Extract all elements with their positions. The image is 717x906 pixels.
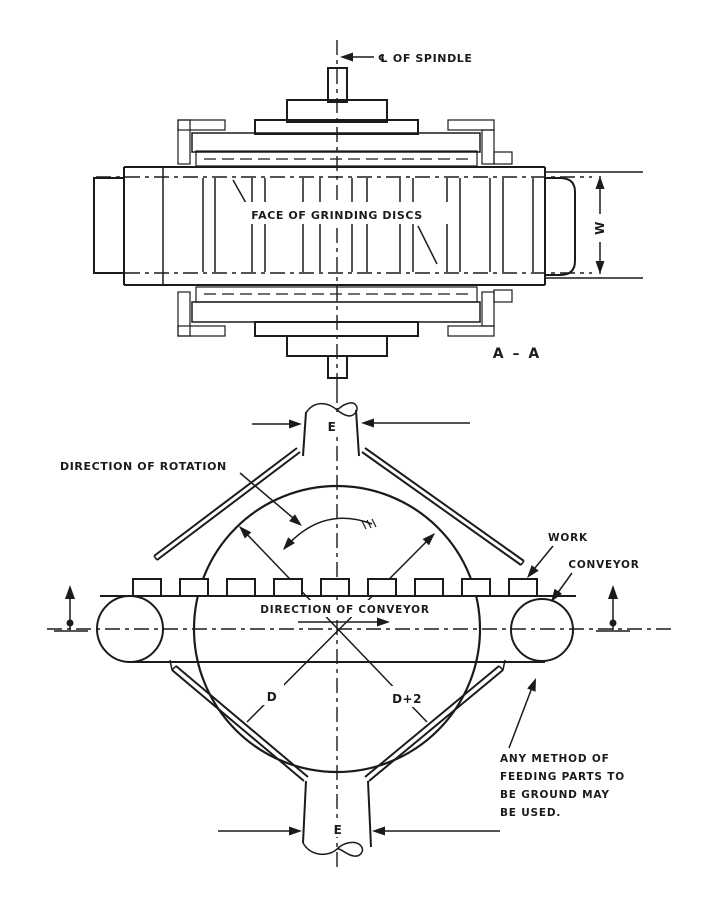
section-aa-label: A – A [492,346,542,362]
rotation-arc-tail-ticks [362,519,376,529]
feeding-note-line-4: BE USED. [500,807,562,819]
workpieces-on-belt [133,579,537,596]
workpiece [180,579,208,596]
conveyor-stub-right [545,178,575,275]
width-dimension [545,172,643,278]
disc-diameter-label: D [266,690,278,704]
workpiece [509,579,537,596]
gap-dimension-top [252,417,470,434]
rotation-label: DIRECTION OF ROTATION [60,460,227,473]
conveyor-roller-right [511,599,573,661]
feeding-note-line-2: FEEDING PARTS TO [500,771,625,783]
upper-disc-backing [192,133,480,152]
feeding-note-leader [509,685,533,748]
feeding-note [500,676,625,819]
face-leader-upper [233,180,246,203]
width-dimension-label: W [593,221,607,235]
gap-dimension-bottom [218,820,500,837]
section-cut-arrow-right [596,585,630,631]
workpiece-band [94,167,592,285]
conveyor-direction-label: DIRECTION OF CONVEYOR [260,604,430,616]
disc-diameter-plus-label: D+2 [392,692,422,706]
conveyor-stub-left [94,178,124,273]
plan-view [47,388,672,872]
upper-guard-right [362,448,524,565]
gap-dimension-bottom-label: E [333,823,343,837]
workpieces-in-band [203,178,533,272]
section-cut-arrow-left [54,585,88,631]
lower-disc-backing [192,302,480,322]
conveyor-label: CONVEYOR [568,559,640,571]
gap-dimension-top-label: E [327,420,337,434]
workpiece [462,579,490,596]
workpiece [274,579,302,596]
guard-bracket-upper-left [178,120,225,164]
workpiece [133,579,161,596]
feeding-note-line-3: BE GROUND MAY [500,789,610,801]
workpiece [227,579,255,596]
guard-bracket-lower-left [178,292,225,336]
spindle-callout [340,52,473,65]
workpiece [415,579,443,596]
spindle-centerline-label: ℄ OF SPINDLE [378,52,473,65]
work-label: WORK [548,532,588,544]
feeding-note-line-1: ANY METHOD OF [500,753,610,765]
section-view [94,40,643,392]
grinding-face-label: FACE OF GRINDING DISCS [251,209,423,222]
workpiece [321,579,349,596]
workpiece [368,579,396,596]
face-leader-lower [418,226,437,264]
